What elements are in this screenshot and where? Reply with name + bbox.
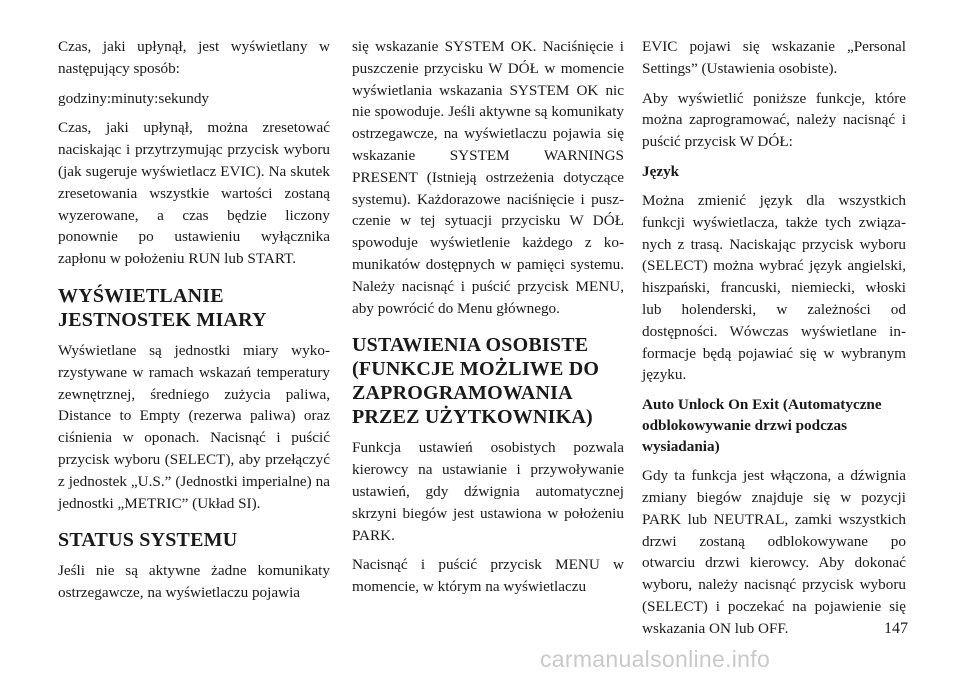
section-heading-system-status: STATUS SYSTEMU [58,529,238,552]
body-paragraph: Czas, jaki upłynął, jest wyświetlany w następujący sposób: [58,38,330,77]
section-heading-units: WYŚWIETLANIE JESTNOSTEK MIARY [58,284,267,331]
body-paragraph: Wyświetlane są jednostki miary wykorzystywane w ramach wskazań temperatury zewnętrznej, średniego zużycia paliwa, Distance to Empty (rezerwa paliwa) oraz ciśnienia w oponach. Nacisnąć i puścić przycisk wyboru (SELECT), aby przełączyć z jednostek „U.S.” (Jednostki imperialne) na jednostki „METRIC” (Układ SI). [58,341,330,512]
body-paragraph: Aby wyświetlić poniższe funkcje, które można zaprogramować, należy nacisnąć i puścić przycisk W DÓŁ: [642,89,906,151]
section-heading-personal-settings: USTAWIENIA OSOBISTE (FUNKCJE MOŻLIWE DO ZAPROGRAMOWANIA PRZEZ UŻYTKOWNIKA) [352,334,600,429]
body-paragraph: godziny:minuty:sekundy [58,89,210,107]
subheading-auto-unlock: Auto Unlock On Exit (Automatyczne odblokowywanie drzwi podczas wysiadania) [642,396,882,456]
body-paragraph: Jeśli nie są aktywne żadne komunikaty ostrzegawcze, na wyświetlaczu pojawia [58,562,330,602]
body-paragraph: się wskazanie SYSTEM OK. Naciśnięcie i puszczenie przycisku W DÓŁ w momencie wyświetlania wskazania SYSTEM OK nic nie spowoduje. Jeśli aktywne są komunikaty ostrzegawcze, na wyświetlaczu pojawia się wskazanie SYSTEM WARNINGS PRESENT (Istnieją ostrzeżenia dotyczące systemu). Każdorazowe naciśnięcie i puszczenie w tej sytuacji przycisku W DÓŁ spowoduje wyświetlenie każdego z komunikatów dostępnych w pamięci systemu. Należy nacisnąć i puścić przycisk MENU, aby powrócić do Menu głównego. [352,38,624,317]
body-paragraph: Gdy ta funkcja jest włączona, a dźwignia zmiany biegów znajduje się w pozycji PARK lub NEUTRAL, zamki wszystkich drzwi zostaną odblokowywane po otwarciu drzwi kierowcy. Aby dokonać wyboru, należy nacisnąć przycisk wyboru (SELECT) i poczekać na pojawienie się wskazania ON lub OFF. [642,467,906,637]
body-paragraph: Można zmienić język dla wszystkich funkcji wyświetlacza, także tych związanych z trasą. Naciskając przycisk wyboru (SELECT) można wybrać język angielski, hiszpański, francuski, niemiecki, włoski lub holenderski, w zależności od dostępności. Wówczas wyświetlane informacje będą pojawiać się w wybranym języku. [642,191,906,384]
body-paragraph: Funkcja ustawień osobistych pozwala kierowcy na ustawianie i przywoływanie ustawień, gdy dźwignia automatycznej skrzyni biegów jest ustawiona w położeniu PARK. [352,439,624,544]
subheading-language: Język [642,162,680,180]
page-number: 147 [884,620,908,637]
column-middle [352,36,624,606]
column-right [642,36,906,648]
watermark-text: carmanualsonline.info [540,646,771,672]
body-paragraph: Czas, jaki upłynął, można zresetować naciskając i przytrzymując przycisk wyboru (jak sugeruje wyświetlacz EVIC). Na skutek zresetowania wszystkie wartości zostaną wyzerowane, a czas będzie liczony ponownie po ustawieniu wyłącznika zapłonu w położeniu RUN lub START. [58,119,330,268]
column-left [58,36,330,612]
body-paragraph: Nacisnąć i puścić przycisk MENU w momencie, w którym na wyświetlaczu [352,556,624,596]
body-paragraph: EVIC pojawi się wskazanie „Personal Settings” (Ustawienia osobiste). [642,38,906,77]
